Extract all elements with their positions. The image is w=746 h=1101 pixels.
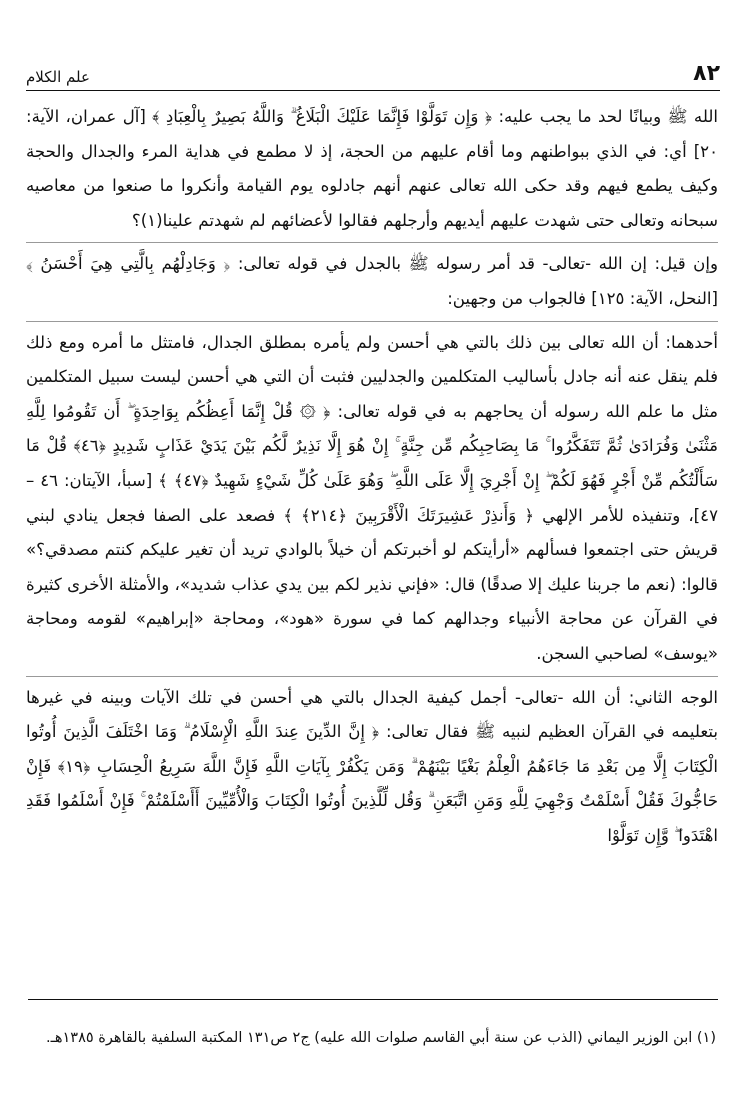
paragraph-3: أحدهما: أن الله تعالى بين ذلك بالتي هي أحسن ولم يأمره بمطلق الجدال، فامتثل ما أمره ومع ذلك فلم ينقل عنه أنه جادل بأساليب المتكلمين والجدليين فثبت أن التي هي أحسن ليست سبيل المتكلمين مثل ما علم الله رسوله أن يحاجهم به في قوله تعالى: ﴿ ۞ قُلْ إِنَّمَا أَعِظُكُم بِوَاحِدَةٍ ۖ أَن تَقُومُوا لِلَّهِ مَثْنَىٰ وَفُرَادَىٰ ثُمَّ تَتَفَكَّرُوا ۚ مَا بِصَاحِبِكُم مِّن جِنَّةٍ ۚ إِنْ هُوَ إِلَّا نَذِيرٌ لَّكُم بَيْنَ يَدَيْ عَذَابٍ شَدِيدٍ ﴿٤٦﴾ قُلْ مَا سَأَلْتُكُم مِّنْ أَجْرٍ فَهُوَ لَكُمْ ۖ إِنْ أَجْرِيَ إِلَّا عَلَى اللَّهِ ۖ وَهُوَ عَلَىٰ كُلِّ شَيْءٍ شَهِيدٌ ﴿٤٧﴾ ﴾ [سبأ، الآيتان: ٤٦ – ٤٧]، وتنفيذه للأمر الإلهي ﴿ وَأَنذِرْ عَشِيرَتَكَ الْأَقْرَبِينَ ﴿٢١٤﴾ ﴾ فصعد على الصفا فجعل ينادي لبني قريش حتى اجتمعوا فسألهم «أرأيتكم لو أخبرتكم أن خيلاً بالوادي تريد أن تغير عليكم كنتم مصدقي؟» قالوا: (نعم ما جربنا عليك إلا صدقًا) قال: «فإني نذير لكم بين يدي عذاب شديد»، والأمثلة الأخرى كثيرة في القرآن عن محاجة الأنبياء وجدالهم كما في سورة «هود»، ومحاجة «إبراهيم» لقومه ومحاجة «يوسف» لصاحبي السجن. <box>26 332 718 663</box>
paragraph-separator <box>26 676 718 677</box>
page-header <box>26 56 720 91</box>
paragraph-1: الله ﷺ وبيانًا لحد ما يجب عليه: ﴿ وَإِن تَوَلَّوْا فَإِنَّمَا عَلَيْكَ الْبَلَاغُ ۗ وَاللَّهُ بَصِيرٌ بِالْعِبَادِ ﴾ [آل عمران، الآية: ٢٠] أي: في الذي ببواطنهم وما أقام عليهم من الحجة، إذ لا مطمع في هداية المرء والجدال والحجة وكيف يطمع فيهم وقد حكى الله تعالى عنهم أنهم جادلوه يوم القيامة وأنكروا ما صنعوا من معاصيه سبحانه وتعالى حتى شهدت عليهم أيديهم وأرجلهم فقالوا لأعضائهم لم شهدتم علينا(١)؟ <box>26 107 718 230</box>
paragraph-separator <box>26 321 718 322</box>
running-title: علم الكلام <box>26 68 90 86</box>
paragraph-separator <box>26 242 718 243</box>
paragraph-4: الوجه الثاني: أن الله -تعالى- أجمل كيفية الجدال بالتي هي أحسن في تلك الآيات وبينه في غيرها بتعليمه في القرآن العظيم لنبيه ﷺ فقال تعالى: ﴿ إِنَّ الدِّينَ عِندَ اللَّهِ الْإِسْلَامُ ۗ وَمَا اخْتَلَفَ الَّذِينَ أُوتُوا الْكِتَابَ إِلَّا مِن بَعْدِ مَا جَاءَهُمُ الْعِلْمُ بَغْيًا بَيْنَهُمْ ۗ وَمَن يَكْفُرْ بِآيَاتِ اللَّهِ فَإِنَّ اللَّهَ سَرِيعُ الْحِسَابِ ﴿١٩﴾ فَإِنْ حَاجُّوكَ فَقُلْ أَسْلَمْتُ وَجْهِيَ لِلَّهِ وَمَنِ اتَّبَعَنِ ۗ وَقُل لِّلَّذِينَ أُوتُوا الْكِتَابَ وَالْأُمِّيِّينَ أَأَسْلَمْتُمْ ۚ فَإِنْ أَسْلَمُوا فَقَدِ اهْتَدَوا ۖ وَّإِن تَوَلَّوْا <box>26 687 718 845</box>
paragraph-2: وإن قيل: إن الله -تعالى- قد أمر رسوله ﷺ بالجدل في قوله تعالى: ﴿ وَجَادِلْهُم بِالَّتِي هِيَ أَحْسَنُ ﴾ [النحل، الآية: ١٢٥] فالجواب من وجهين: <box>26 254 718 308</box>
page-number: ٨٢ <box>693 61 720 86</box>
page-body <box>26 100 718 853</box>
footnote-1: (١) ابن الوزير اليماني (الذب عن سنة أبي القاسم صلوات الله عليه) ج٢ ص١٣١ المكتبة السلفية بالقاهرة ١٣٨٥هـ. <box>45 1029 716 1046</box>
footnote-divider <box>28 999 718 1000</box>
